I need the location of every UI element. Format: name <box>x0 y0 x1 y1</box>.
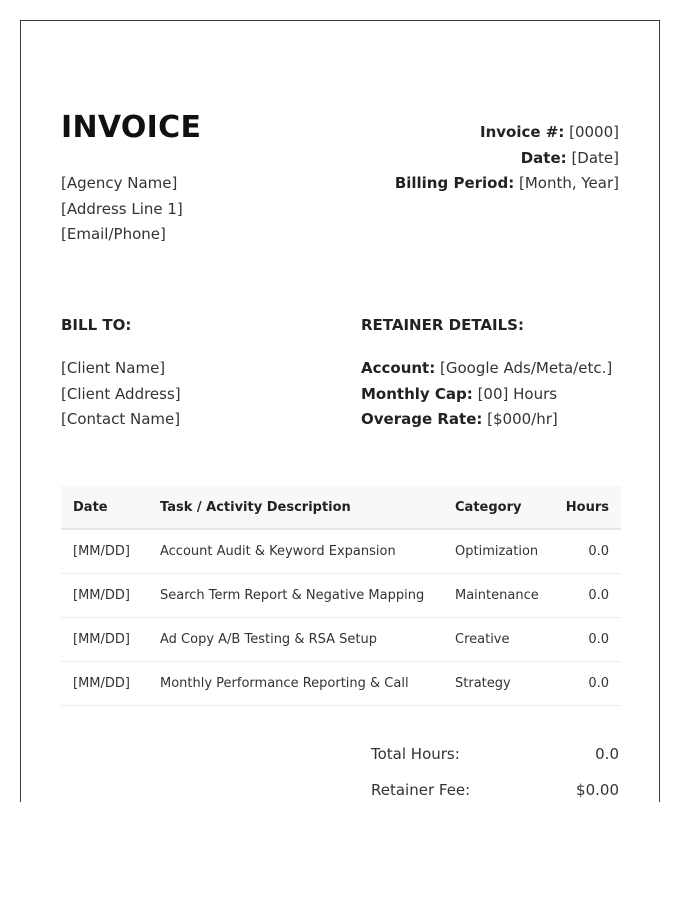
retainer-details-block <box>361 356 612 433</box>
contact-name: [Contact Name] <box>61 410 181 428</box>
agency-address: [Address Line 1] <box>61 199 183 218</box>
agency-info <box>61 171 183 248</box>
table-row <box>61 530 621 574</box>
total-hours-value: 0.0 <box>595 745 619 763</box>
table-header <box>61 486 621 530</box>
header-description: Task / Activity Description <box>160 499 351 515</box>
retainer-account-label: Account: <box>361 359 436 377</box>
billing-period-value: [Month, Year] <box>518 174 619 192</box>
agency-contact: [Email/Phone] <box>61 225 166 243</box>
row-category: Strategy <box>455 676 511 691</box>
retainer-rate <box>361 407 612 433</box>
retainer-cap <box>361 382 612 408</box>
row-date: [MM/DD] <box>73 632 130 647</box>
row-date: [MM/DD] <box>73 588 130 603</box>
header-date: Date <box>73 499 108 515</box>
row-hours: 0.0 <box>588 544 609 559</box>
bill-to-heading: BILL TO: <box>61 316 132 334</box>
bill-to-block <box>61 356 181 433</box>
retainer-rate-value: [$000/hr] <box>487 410 558 428</box>
agency-name: [Agency Name] <box>61 174 178 192</box>
table-row <box>61 574 621 618</box>
retainer-account <box>361 356 612 382</box>
client-address: [Client Address] <box>61 384 181 403</box>
retainer-details-heading: RETAINER DETAILS: <box>361 316 524 334</box>
row-description: Search Term Report & Negative Mapping <box>160 588 425 603</box>
activity-table <box>61 486 621 706</box>
total-hours-label: Total Hours: <box>371 745 460 763</box>
row-hours: 0.0 <box>588 588 609 603</box>
row-description: Account Audit & Keyword Expansion <box>160 544 396 559</box>
invoice-number-label: Invoice #: <box>479 123 565 141</box>
row-date: [MM/DD] <box>73 544 130 559</box>
retainer-fee-label: Retainer Fee: <box>371 781 471 799</box>
retainer-cap-value: [00] Hours <box>477 384 558 403</box>
invoice-number-value: [0000] <box>569 123 619 141</box>
invoice-meta <box>395 120 619 197</box>
invoice-date <box>395 146 619 172</box>
invoice-number <box>395 120 619 146</box>
billing-period-label: Billing Period: <box>394 174 515 192</box>
billing-period <box>395 171 619 197</box>
retainer-cap-label: Monthly Cap: <box>361 384 473 403</box>
table-row <box>61 662 621 706</box>
retainer-rate-label: Overage Rate: <box>361 410 483 428</box>
row-category: Optimization <box>455 544 539 559</box>
row-date: [MM/DD] <box>73 676 130 691</box>
invoice-page <box>20 20 660 802</box>
row-hours: 0.0 <box>588 676 609 691</box>
row-description: Monthly Performance Reporting & Call <box>160 676 409 691</box>
retainer-account-value: [Google Ads/Meta/etc.] <box>440 359 613 377</box>
invoice-date-value: [Date] <box>571 148 619 167</box>
header-hours: Hours <box>565 499 609 515</box>
invoice-title: INVOICE <box>61 110 202 145</box>
row-category: Creative <box>455 632 510 647</box>
row-hours: 0.0 <box>588 632 609 647</box>
table-row <box>61 618 621 662</box>
row-category: Maintenance <box>455 588 539 603</box>
invoice-date-label: Date: <box>520 148 567 167</box>
retainer-fee-value: $0.00 <box>576 781 619 799</box>
header-category: Category <box>455 499 522 515</box>
row-description: Ad Copy A/B Testing & RSA Setup <box>160 632 377 647</box>
client-name: [Client Name] <box>61 359 166 377</box>
